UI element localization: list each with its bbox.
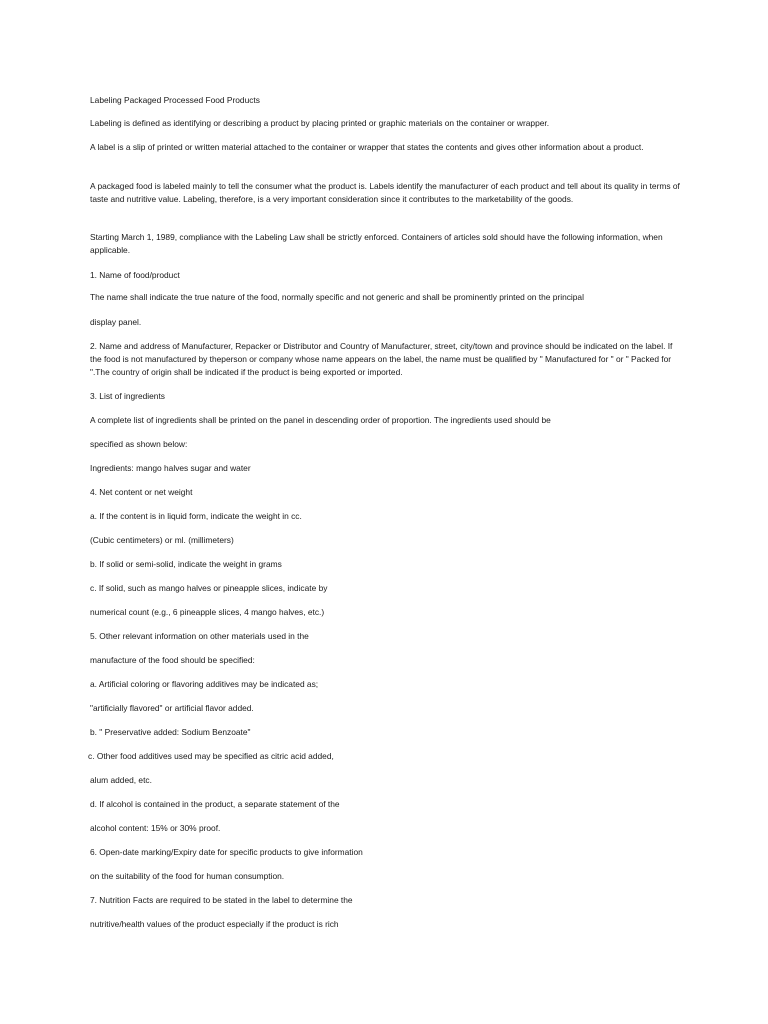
paragraph: c. If solid, such as mango halves or pineapple slices, indicate by — [90, 583, 328, 593]
paragraph: a. Artificial coloring or flavoring additives may be indicated as; — [90, 679, 319, 689]
paragraph: specified as shown below: — [90, 439, 188, 449]
paragraph: Ingredients: mango halves sugar and water — [90, 463, 251, 473]
paragraph: d. If alcohol is contained in the product, a separate statement of the — [90, 799, 340, 809]
paragraph: b. If solid or semi-solid, indicate the weight in grams — [90, 559, 282, 569]
list-heading: 3. List of ingredients — [90, 391, 165, 401]
list-heading: 2. Name and address of Manufacturer, Repacker or Distributor and Country of Manufacturer, street, city/town and province should be indicated on the label. If the food is not manufactured by theperson or company whose name appears on the label, the name must be qualified by " Manufactured for " or " Packed for ".The country of origin shall be indicated if the product is being exported or imported. — [90, 341, 673, 377]
paragraph: "artificially flavored" or artificial flavor added. — [90, 703, 254, 713]
paragraph: The name shall indicate the true nature of the food, normally specific and not generic and shall be prominently printed on the principal — [90, 292, 584, 302]
paragraph: c. Other food additives used may be specified as citric acid added, — [88, 751, 334, 761]
paragraph: alcohol content: 15% or 30% proof. — [90, 823, 221, 833]
paragraph: numerical count (e.g., 6 pineapple slices, 4 mango halves, etc.) — [90, 607, 325, 617]
document-title: Labeling Packaged Processed Food Products — [90, 95, 260, 105]
paragraph: A packaged food is labeled mainly to tell the consumer what the product is. Labels identify the manufacturer of each product and tell about its quality in terms of taste and nutritive value. Labeling, therefore, is a very important consideration since it contributes to the marketability of the goods. — [90, 181, 680, 204]
paragraph: Starting March 1, 1989, compliance with the Labeling Law shall be strictly enforced. Containers of articles sold should have the following information, when applicable. — [90, 232, 663, 255]
paragraph: b. " Preservative added: Sodium Benzoate" — [90, 727, 251, 737]
list-heading: 6. Open-date marking/Expiry date for specific products to give information — [90, 847, 363, 857]
paragraph: display panel. — [90, 317, 142, 327]
paragraph: a. If the content is in liquid form, indicate the weight in cc. — [90, 511, 302, 521]
paragraph: A complete list of ingredients shall be printed on the panel in descending order of proportion. The ingredients used should be — [90, 415, 551, 425]
list-heading: 1. Name of food/product — [90, 270, 180, 280]
paragraph: nutritive/health values of the product especially if the product is rich — [90, 919, 339, 929]
list-heading: 7. Nutrition Facts are required to be stated in the label to determine the — [90, 895, 353, 905]
paragraph: Labeling is defined as identifying or describing a product by placing printed or graphic materials on the container or wrapper. — [90, 118, 550, 128]
paragraph: manufacture of the food should be specified: — [90, 655, 255, 665]
paragraph: (Cubic centimeters) or ml. (millimeters) — [90, 535, 234, 545]
paragraph: alum added, etc. — [90, 775, 152, 785]
paragraph: A label is a slip of printed or written material attached to the container or wrapper that states the contents and gives other information about a product. — [90, 142, 644, 152]
list-heading: 4. Net content or net weight — [90, 487, 193, 497]
paragraph: on the suitability of the food for human consumption. — [90, 871, 285, 881]
list-heading: 5. Other relevant information on other materials used in the — [90, 631, 309, 641]
